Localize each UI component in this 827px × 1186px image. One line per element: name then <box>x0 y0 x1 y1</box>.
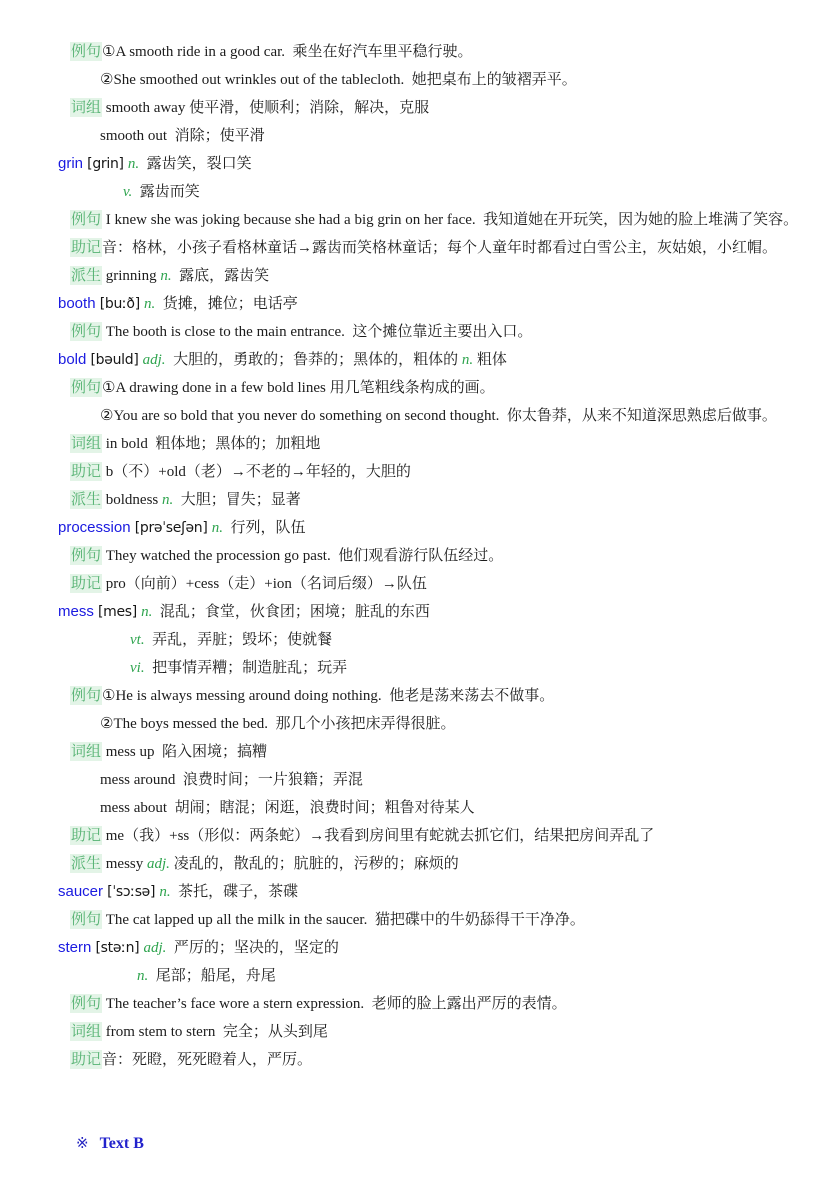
text-line <box>0 122 827 150</box>
part-of-speech: adj. <box>143 940 167 956</box>
headword: bold <box>58 351 87 368</box>
phonetic: [grin] <box>83 156 128 172</box>
section-label: 例句 <box>71 379 102 396</box>
section-label: 例句 <box>71 687 102 704</box>
phonetic: [stəːn] <box>91 940 144 956</box>
english-text: ①He is always messing around doing nothing. <box>102 688 382 704</box>
text-line <box>0 990 827 1018</box>
chinese-text: 大胆的，勇敢的；鲁莽的；黑体的，粗体的 <box>165 352 462 368</box>
text-line <box>0 150 827 178</box>
section-label: 助记 <box>71 827 102 844</box>
chinese-text: 露齿笑，裂口笑 <box>139 156 252 172</box>
english-text: boldness <box>102 492 163 508</box>
text-line <box>0 1018 827 1046</box>
text-line <box>0 346 827 374</box>
chinese-text: 这个摊位靠近主要出入口。 <box>344 324 533 340</box>
section-label: 派生 <box>71 855 102 872</box>
text-line <box>0 514 827 542</box>
headword: mess <box>58 603 94 620</box>
phonetic: [buːð] <box>95 296 145 312</box>
text-line <box>0 234 827 262</box>
headword: booth <box>58 295 96 312</box>
english-text: mess around <box>100 772 180 788</box>
text-line <box>0 794 827 822</box>
english-text: The booth is close to the main entrance. <box>102 324 345 340</box>
part-of-speech: n. <box>144 296 156 312</box>
text-line <box>0 542 827 570</box>
chinese-text: 乘坐在好汽车里平稳行驶。 <box>285 44 473 60</box>
chinese-text: 露齿而笑 <box>132 184 200 200</box>
headword: saucer <box>58 883 104 900</box>
text-line <box>0 66 827 94</box>
english-text: mess up <box>102 744 159 760</box>
text-line <box>0 598 827 626</box>
chinese-text: （形似：两条蛇）→我看到房间里有蛇就去抓它们，结果把房间弄乱了 <box>189 828 655 844</box>
headword: stern <box>58 939 92 956</box>
section-label: 派生 <box>71 267 102 284</box>
chinese-text: 大胆；冒失；显著 <box>173 492 301 508</box>
chinese-text: 音：死瞪，死死瞪着人，严厉。 <box>102 1052 313 1068</box>
chinese-text: 我知道她在开玩笑，因为她的脸上堆满了笑容。 <box>475 212 799 228</box>
section-label: 例句 <box>71 43 102 60</box>
english-text: smooth out <box>100 128 171 144</box>
chinese-text: 你太鲁莽，从来不知道深思熟虑后做事。 <box>499 408 777 424</box>
part-of-speech: n. <box>127 156 140 172</box>
chinese-text: 露底，露齿笑 <box>171 268 270 284</box>
part-of-speech: n. <box>461 352 474 368</box>
english-text: b <box>102 464 114 480</box>
phonetic: [ˈsɔːsə] <box>103 884 160 900</box>
text-line <box>0 626 827 654</box>
english-text: The teacher’s face wore a stern expression. <box>102 996 365 1012</box>
part-of-speech: adj. <box>147 856 170 872</box>
english-text: ②The boys messed the bed. <box>100 716 268 732</box>
text-line <box>0 1046 827 1074</box>
text-line <box>0 878 827 906</box>
text-line <box>0 906 827 934</box>
english-text: The cat lapped up all the milk in the saucer. <box>102 912 368 928</box>
section-label: 例句 <box>71 911 102 928</box>
text-line <box>0 430 827 458</box>
chinese-text: 凌乱的，散乱的；肮脏的，污秽的；麻烦的 <box>169 856 459 872</box>
english-text: messy <box>102 856 148 872</box>
chinese-text: 把事情弄糟；制造脏乱；玩弄 <box>144 660 348 676</box>
text-line <box>0 458 827 486</box>
chinese-text: 音：格林，小孩子看格林童话→露齿而笑格林童话；每个人童年时都看过白雪公主，灰姑娘，小红帽。 <box>102 240 778 256</box>
part-of-speech: n. <box>160 268 172 284</box>
text-line <box>0 374 827 402</box>
section-label: 助记 <box>71 575 102 592</box>
english-text: smooth away <box>102 100 190 116</box>
text-line <box>0 402 827 430</box>
part-of-speech: n. <box>137 968 149 984</box>
english-text: ①A smooth ride in a good car. <box>102 44 286 60</box>
part-of-speech: vi. <box>130 660 145 676</box>
chinese-text: （走） <box>219 576 265 592</box>
text-line <box>0 962 827 990</box>
text-line <box>0 290 827 318</box>
section-label: 派生 <box>71 491 102 508</box>
part-of-speech: n. <box>162 492 174 508</box>
english-text: +old <box>158 464 186 480</box>
phonetic: [prəˈseʃən] <box>130 520 212 536</box>
chinese-text: 茶托，碟子，茶碟 <box>170 884 299 900</box>
english-text: pro <box>102 576 126 592</box>
chinese-text: 猫把碟中的牛奶舔得干干净净。 <box>367 912 585 928</box>
chinese-text: 混乱；食堂，伙食团；困境；脏乱的东西 <box>152 604 430 620</box>
text-line <box>0 682 827 710</box>
section-label: 词组 <box>71 743 102 760</box>
headword: procession <box>58 519 131 536</box>
chinese-text: （不） <box>113 464 159 480</box>
section-label: 例句 <box>71 323 102 340</box>
english-text: I knew she was joking because she had a big grin on her face. <box>102 212 476 228</box>
chinese-text: 货摊，摊位；电话亭 <box>155 296 298 312</box>
text-line <box>0 206 827 234</box>
chinese-text: 浪费时间；一片狼籍；弄混 <box>179 772 363 788</box>
text-line <box>0 94 827 122</box>
section-label: 词组 <box>71 1023 102 1040</box>
chinese-text: 严厉的；坚决的，坚定的 <box>166 940 339 956</box>
section-label: 词组 <box>71 435 102 452</box>
english-text: ①A drawing done in a few bold lines <box>102 380 330 396</box>
chinese-text: 粗体 <box>473 352 507 368</box>
chinese-text: 尾部；船尾，舟尾 <box>148 968 276 984</box>
section-label: 例句 <box>71 995 102 1012</box>
english-text: +cess <box>185 576 220 592</box>
reference-mark-icon: ※ <box>76 1134 89 1152</box>
content <box>0 38 827 1074</box>
section-label: 词组 <box>71 99 102 116</box>
chinese-text: 消除；使平滑 <box>170 128 265 144</box>
text-line <box>0 934 827 962</box>
text-line <box>0 738 827 766</box>
chinese-text: （名词后缀）→队伍 <box>291 576 427 592</box>
text-line <box>0 38 827 66</box>
text-line <box>0 262 827 290</box>
part-of-speech: n. <box>159 884 171 900</box>
chinese-text: （向前） <box>125 576 186 592</box>
chinese-text: 老师的脸上露出严厉的表情。 <box>364 996 567 1012</box>
chinese-text: 他们观看游行队伍经过。 <box>330 548 504 564</box>
part-of-speech: adj. <box>142 352 166 368</box>
part-of-speech: v. <box>123 184 133 200</box>
section-label: 助记 <box>71 1051 102 1068</box>
text-b-heading: Text B <box>99 1135 144 1152</box>
section-heading <box>60 1101 144 1152</box>
chinese-text: 完全；从头到尾 <box>219 1024 328 1040</box>
chinese-text: 陷入困境；搞糟 <box>158 744 268 760</box>
english-text: +ss <box>169 828 190 844</box>
english-text: grinning <box>102 268 161 284</box>
text-line <box>0 654 827 682</box>
section-label: 助记 <box>71 239 102 256</box>
chinese-text: 弄乱，弄脏；毁坏；使就餐 <box>144 632 333 648</box>
chinese-text: 她把桌布上的皱褶弄平。 <box>404 72 577 88</box>
section-label: 例句 <box>71 211 102 228</box>
section-label: 助记 <box>71 463 102 480</box>
part-of-speech: vt. <box>130 632 145 648</box>
text-line <box>0 570 827 598</box>
text-line <box>0 710 827 738</box>
chinese-text: 他老是荡来荡去不做事。 <box>381 688 555 704</box>
text-line <box>0 486 827 514</box>
english-text: me <box>102 828 125 844</box>
text-line <box>0 850 827 878</box>
text-line <box>0 318 827 346</box>
text-line <box>0 822 827 850</box>
chinese-text: （我） <box>124 828 170 844</box>
english-text: ②She smoothed out wrinkles out of the tablecloth. <box>100 72 405 88</box>
text-line <box>0 178 827 206</box>
chinese-text: 使平滑，使顺利；消除，解决，克服 <box>189 100 430 116</box>
part-of-speech: n. <box>211 520 223 536</box>
section-label: 例句 <box>71 547 102 564</box>
english-text: +ion <box>264 576 292 592</box>
phonetic: [bəuld] <box>86 352 143 368</box>
text-line <box>0 766 827 794</box>
chinese-text: 行列，队伍 <box>222 520 306 536</box>
chinese-text: 那几个小孩把床弄得很脏。 <box>268 716 456 732</box>
english-text: mess about <box>100 800 171 816</box>
chinese-text: 粗体地；黑体的；加粗地 <box>151 436 321 452</box>
english-text: ②You are so bold that you never do something on second thought. <box>100 408 500 424</box>
phonetic: [mes] <box>93 604 142 620</box>
english-text: in bold <box>102 436 152 452</box>
headword: grin <box>58 155 84 172</box>
english-text: from stem to stern <box>102 1024 220 1040</box>
english-text: They watched the procession go past. <box>102 548 331 564</box>
chinese-text: 用几笔粗线条构成的画。 <box>329 380 495 396</box>
chinese-text: 胡闹；瞎混；闲逛，浪费时间；粗鲁对待某人 <box>170 800 475 816</box>
chinese-text: （老）→不老的→年轻的，大胆的 <box>185 464 411 480</box>
part-of-speech: n. <box>141 604 153 620</box>
